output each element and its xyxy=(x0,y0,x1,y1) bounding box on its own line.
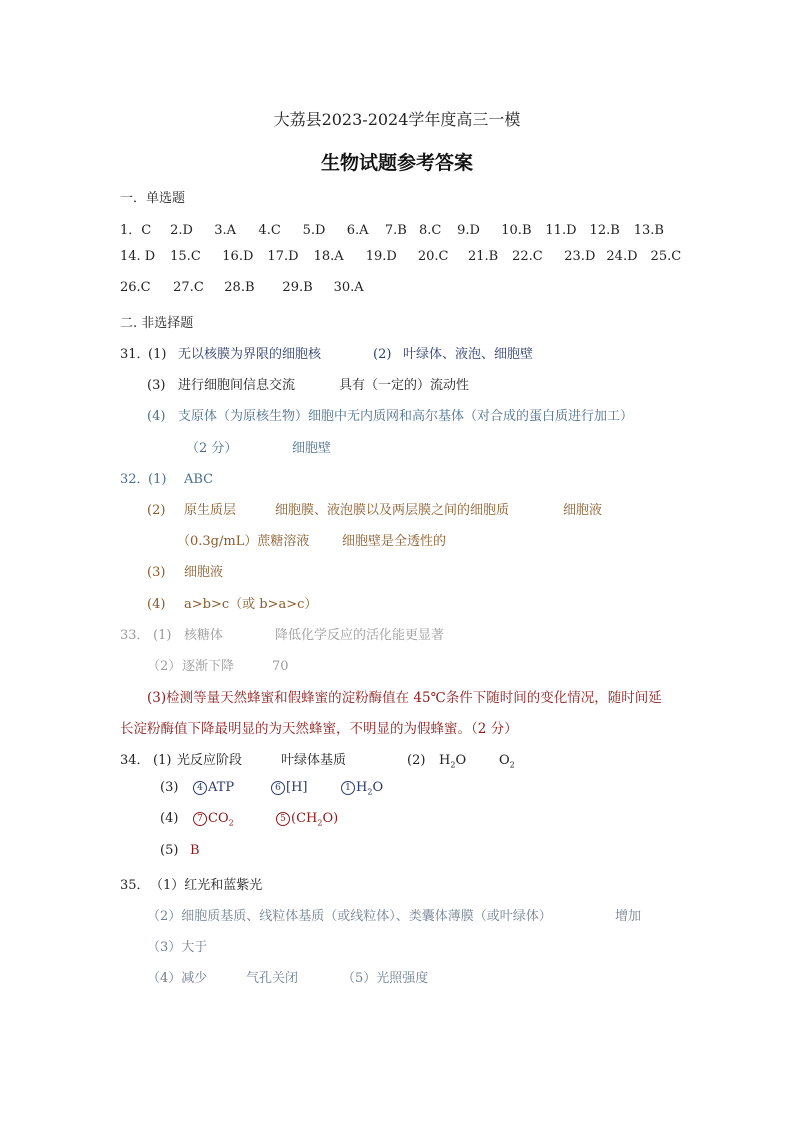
mc-answer: 3.A xyxy=(214,223,237,238)
part-label: (1) xyxy=(148,472,167,487)
answer-text: 无以核膜为界限的细胞核 xyxy=(178,347,322,362)
formula-h2o: $H_2O$ xyxy=(439,753,467,770)
mc-answer: 25.C xyxy=(650,249,682,264)
q34-line-4 xyxy=(160,843,200,858)
answer-text: 光反应阶段 xyxy=(177,753,243,768)
mc-answer: 18.A xyxy=(313,249,344,264)
labeled-item: 5 $(CH_2O)$ xyxy=(276,811,338,828)
mc-row-1 xyxy=(120,219,674,238)
answer-text: 逐渐下降 xyxy=(182,659,235,674)
q32-line-3 xyxy=(177,530,446,549)
part-label: (3) xyxy=(147,565,166,580)
answer-text: 核糖体 xyxy=(184,628,224,643)
labeled-item: 6 [H] xyxy=(271,780,341,795)
mc-answer: 29.B xyxy=(282,280,313,295)
part-label: (1) xyxy=(153,753,172,768)
mc-answer: 10.B xyxy=(501,223,532,238)
part-label: (2) xyxy=(373,347,392,362)
answer-text: （0.3g/mL）蔗糖溶液 xyxy=(177,534,310,549)
mc-answer: 30.A xyxy=(333,280,364,295)
answer-text: B xyxy=(190,843,200,858)
q32-line-1 xyxy=(120,468,213,487)
circled-number-icon: 4 xyxy=(193,781,207,795)
mc-answer: 26.C xyxy=(120,280,151,295)
answer-text: 气孔关闭 xyxy=(246,971,299,986)
mc-answer: 14. D xyxy=(120,249,156,264)
mc-answer: 1．C xyxy=(120,223,152,238)
section-heading-non-choice: 二. 非选择题 xyxy=(120,316,194,331)
labeled-item: 1 $H_2O$ xyxy=(341,780,383,797)
answer-text: 细胞壁 xyxy=(292,441,332,456)
question-number: 33． xyxy=(120,628,150,643)
answer-text: （1）红光和蓝紫光 xyxy=(150,878,263,893)
q33-line-3: (3)检测等量天然蜂蜜和假蜂蜜的淀粉酶值在 45℃条件下随时间的变化情况，随时间延 xyxy=(147,690,662,706)
mc-answer: 28.B xyxy=(224,280,255,295)
q35-line-3: （3）大于 xyxy=(147,940,208,955)
part-label: (3) xyxy=(147,378,166,393)
q34-line-3 xyxy=(160,811,338,828)
answer-text: （4）减少 xyxy=(147,971,208,986)
mc-answer: 5.D xyxy=(302,223,326,238)
labeled-item: 4 ATP xyxy=(193,780,271,795)
q33-line-1 xyxy=(120,624,444,643)
part-label: (4) xyxy=(160,811,179,826)
part-label: （2） xyxy=(147,659,182,674)
question-number: 31． xyxy=(120,347,150,362)
answer-text: 降低化学反应的活化能更显著 xyxy=(275,628,445,643)
part-label: (1) xyxy=(153,628,172,643)
labeled-item: 7 $CO_2$ xyxy=(193,811,276,828)
q33-line-2 xyxy=(147,655,289,674)
answer-text: 细胞壁是全透性的 xyxy=(342,534,447,549)
mc-answer: 16.D xyxy=(222,249,254,264)
mc-answer: 23.D xyxy=(564,249,596,264)
circled-number-icon: 6 xyxy=(271,781,285,795)
mc-answer: 8.C xyxy=(418,223,442,238)
mc-answer: 2.D xyxy=(170,223,193,238)
answer-text: 叶绿体、液泡、细胞壁 xyxy=(403,347,534,362)
document-subtitle: 生物试题参考答案 xyxy=(320,152,473,174)
part-label: (2) xyxy=(407,753,426,768)
mc-answer: 22.C xyxy=(512,249,543,264)
answer-text: ABC xyxy=(184,472,214,487)
question-number: 35． xyxy=(120,878,150,893)
part-label: (2) xyxy=(147,503,166,518)
q31-line-2 xyxy=(147,374,469,393)
circled-number-icon: 7 xyxy=(193,812,207,826)
answer-text: 叶绿体基质 xyxy=(281,753,347,768)
answer-text: a>b>c（或 b>a>c） xyxy=(184,597,318,612)
q34-line-2 xyxy=(160,780,383,797)
answer-text: 进行细胞间信息交流 xyxy=(178,378,296,393)
q31-line-4 xyxy=(186,437,331,456)
mc-answer: 17.D xyxy=(267,249,299,264)
answer-text: 增加 xyxy=(615,909,642,924)
formula-o2: $O_2$ xyxy=(499,753,515,770)
q32-line-5 xyxy=(147,593,317,612)
q31-line-3 xyxy=(147,405,633,424)
q31-line-1 xyxy=(120,343,533,362)
part-label: (3) xyxy=(160,780,179,795)
q35-line-1 xyxy=(120,874,262,893)
circled-number-icon: 5 xyxy=(276,812,290,826)
mc-answer: 21.B xyxy=(467,249,499,264)
answer-text: 70 xyxy=(272,659,289,674)
answer-text: 细胞液 xyxy=(563,503,603,518)
question-number: 34． xyxy=(120,753,150,768)
mc-answer: 19.D xyxy=(365,249,397,264)
answer-text: 具有（一定的）流动性 xyxy=(339,378,470,393)
mc-answer: 15.C xyxy=(170,249,201,264)
mc-answer: 11.D xyxy=(545,223,577,238)
answer-text: 原生质层 xyxy=(184,503,237,518)
q32-line-4 xyxy=(147,561,223,580)
document-title: 大荔县2023-2024学年度高三一模 xyxy=(273,110,521,129)
answer-text: 支原体（为原核生物）细胞中无内质网和高尔基体（对合成的蛋白质进行加工） xyxy=(178,409,634,424)
mc-answer: 9.D xyxy=(457,223,480,238)
mc-answer: 13.B xyxy=(633,223,664,238)
answer-text: 细胞膜、液泡膜以及两层膜之间的细胞质 xyxy=(275,503,510,518)
mc-row-2 xyxy=(120,249,691,264)
q34-line-1 xyxy=(120,749,515,770)
q32-line-2 xyxy=(147,499,602,518)
answer-text: 细胞液 xyxy=(184,565,224,580)
q35-line-2 xyxy=(147,905,641,924)
mc-answer: 7.B xyxy=(384,223,407,238)
mc-answer: 20.C xyxy=(417,249,449,264)
part-label: (4) xyxy=(147,409,166,424)
mc-answer: 27.C xyxy=(173,280,204,295)
q33-line-4: 长淀粉酶值下降最明显的为天然蜂蜜，不明显的为假蜂蜜。（2 分） xyxy=(120,721,518,737)
q35-line-4 xyxy=(147,967,428,986)
mc-answer: 4.C xyxy=(258,223,281,238)
mc-answer: 24.D xyxy=(606,249,638,264)
score-note: （2 分） xyxy=(186,441,238,456)
part-label: (5) xyxy=(160,843,179,858)
mc-answer: 6.A xyxy=(346,223,369,238)
section-heading-single-choice: 一．单选题 xyxy=(120,191,186,206)
answer-text: （2）细胞质基质、线粒体基质（或线粒体）、类囊体薄膜（或叶绿体） xyxy=(147,909,552,924)
answer-text: （5）光照强度 xyxy=(342,971,429,986)
question-number: 32． xyxy=(120,472,150,487)
mc-answer: 12.B xyxy=(589,223,620,238)
part-label: (1) xyxy=(148,347,167,362)
circled-number-icon: 1 xyxy=(341,781,355,795)
part-label: (4) xyxy=(147,597,166,612)
mc-row-3 xyxy=(120,280,374,295)
